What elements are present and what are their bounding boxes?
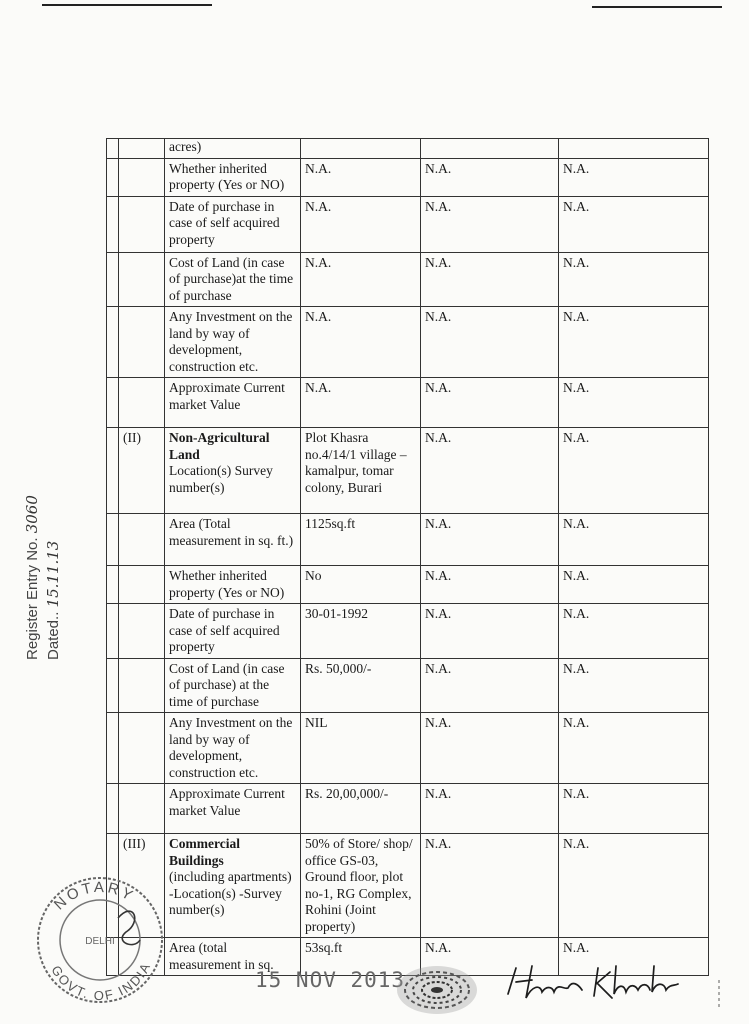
field-value: N.A.	[421, 834, 559, 938]
assets-table	[106, 138, 709, 976]
field-value: N.A.	[421, 658, 559, 713]
field-value: N.A.	[559, 514, 709, 566]
field-value: N.A.	[559, 604, 709, 659]
field-value: 50% of Store/ shop/ office GS-03, Ground floor, plot no-1, RG Complex, Rohini (Joint property)	[301, 834, 421, 938]
field-value: N.A.	[559, 428, 709, 514]
field-value: N.A.	[421, 428, 559, 514]
field-value: N.A.	[559, 784, 709, 834]
margin-mark	[715, 980, 723, 1010]
field-value: 1125sq.ft	[301, 514, 421, 566]
field-label: Any Investment on the land by way of development, construction etc.	[165, 307, 301, 378]
table-cell	[119, 158, 165, 196]
field-value: N.A.	[301, 158, 421, 196]
table-cell	[301, 139, 421, 159]
field-value: Plot Khasra no.4/14/1 village – kamalpur, tomar colony, Burari	[301, 428, 421, 514]
table-cell	[107, 566, 119, 604]
table-cell	[119, 514, 165, 566]
table-cell	[107, 514, 119, 566]
field-value: N.A.	[421, 307, 559, 378]
table-cell	[119, 378, 165, 428]
field-value: 30-01-1992	[301, 604, 421, 659]
table-cell	[559, 139, 709, 159]
table-cell	[119, 139, 165, 159]
field-value: N.A.	[301, 196, 421, 252]
section-heading: Non-Agricultural Land	[169, 430, 270, 462]
thumb-impression	[392, 962, 482, 1018]
section-number: (II)	[119, 428, 165, 514]
section-heading: Commercial Buildings	[169, 836, 240, 868]
table-row	[107, 604, 709, 659]
table-cell	[119, 713, 165, 784]
table-row	[107, 658, 709, 713]
field-value: N.A.	[301, 252, 421, 307]
field-value: N.A.	[559, 158, 709, 196]
table-cell	[107, 604, 119, 659]
field-value: N.A.	[559, 196, 709, 252]
table-row	[107, 158, 709, 196]
field-value: N.A.	[421, 378, 559, 428]
table-cell	[107, 378, 119, 428]
field-label: acres)	[165, 139, 301, 159]
field-value: N.A.	[421, 514, 559, 566]
table-cell	[107, 139, 119, 159]
field-label: Approximate Current market Value	[165, 378, 301, 428]
field-value: Rs. 20,00,000/-	[301, 784, 421, 834]
table-cell	[119, 604, 165, 659]
field-value: N.A.	[559, 307, 709, 378]
field-value: N.A.	[421, 566, 559, 604]
field-label: Date of purchase in case of self acquired property	[165, 196, 301, 252]
field-value: N.A.	[421, 252, 559, 307]
seal-bottom-text: GOVT. OF INDIA	[48, 959, 154, 1004]
table-row	[107, 784, 709, 834]
section-subtext: Location(s) Survey number(s)	[169, 463, 273, 495]
field-value: N.A.	[421, 784, 559, 834]
svg-text:GOVT. OF INDIA	[48, 959, 154, 1003]
register-dated-value: 15.11.13	[44, 540, 62, 608]
field-value: Rs. 50,000/-	[301, 658, 421, 713]
field-value: N.A.	[559, 713, 709, 784]
field-value: N.A.	[421, 938, 559, 976]
date-stamp: 15 NOV 2013	[255, 968, 406, 992]
top-edge-line	[42, 4, 212, 6]
handwritten-signature	[502, 960, 682, 1006]
seal-inner-text: DELHI	[85, 936, 115, 947]
table-cell	[107, 713, 119, 784]
field-value: 53sq.ft	[301, 938, 421, 976]
table-cell	[107, 428, 119, 514]
table-row	[107, 378, 709, 428]
table-row	[107, 307, 709, 378]
section-subtext: (including apartments) -Location(s) -Survey number(s)	[169, 869, 292, 917]
table-cell	[421, 139, 559, 159]
field-value: N.A.	[559, 252, 709, 307]
field-value: N.A.	[559, 378, 709, 428]
table-cell	[107, 307, 119, 378]
register-dated-label: Dated..	[45, 611, 62, 660]
seal-signature-scribble	[118, 911, 140, 944]
table-row	[107, 196, 709, 252]
top-edge-line-right	[592, 6, 722, 8]
field-label: Area (Total measurement in sq. ft.)	[165, 514, 301, 566]
register-entry-stamp	[22, 440, 82, 660]
table-row	[107, 514, 709, 566]
table-row	[107, 834, 709, 938]
table-row	[107, 252, 709, 307]
seal-top-text: NOTARY	[50, 878, 138, 914]
field-value: N.A.	[559, 834, 709, 938]
field-value: N.A.	[559, 566, 709, 604]
table-cell	[107, 658, 119, 713]
field-value: N.A.	[559, 658, 709, 713]
field-label: Cost of Land (in case of purchase) at the time of purchase	[165, 658, 301, 713]
register-entry-label: Register Entry No.	[24, 537, 41, 660]
register-entry-number: 3060	[23, 495, 41, 534]
notary-seal	[30, 870, 170, 1010]
table-row	[107, 713, 709, 784]
table-cell	[119, 566, 165, 604]
table-cell	[119, 658, 165, 713]
field-label: Area (total measurement in sq.	[165, 938, 301, 976]
section-heading-cell	[165, 834, 301, 938]
field-value: N.A.	[301, 307, 421, 378]
field-value: N.A.	[421, 713, 559, 784]
table-row	[107, 428, 709, 514]
field-value: No	[301, 566, 421, 604]
field-label: Date of purchase in case of self acquired property	[165, 604, 301, 659]
section-heading-cell	[165, 428, 301, 514]
field-value: N.A.	[421, 158, 559, 196]
table-cell	[107, 196, 119, 252]
field-label: Any Investment on the land by way of development, construction etc.	[165, 713, 301, 784]
table-cell	[107, 252, 119, 307]
table-cell	[119, 307, 165, 378]
table-cell	[107, 158, 119, 196]
field-value: NIL	[301, 713, 421, 784]
table-cell	[119, 252, 165, 307]
section-number: (III)	[119, 834, 165, 938]
field-value: N.A.	[301, 378, 421, 428]
field-label: Cost of Land (in case of purchase)at the time of purchase	[165, 252, 301, 307]
field-label: Whether inherited property (Yes or NO)	[165, 566, 301, 604]
field-label: Whether inherited property (Yes or NO)	[165, 158, 301, 196]
table-cell	[119, 784, 165, 834]
table-row	[107, 566, 709, 604]
field-value: N.A.	[421, 604, 559, 659]
table-cell	[119, 196, 165, 252]
table-cell	[107, 784, 119, 834]
table-row	[107, 139, 709, 159]
field-value: N.A.	[559, 938, 709, 976]
field-label: Approximate Current market Value	[165, 784, 301, 834]
field-value: N.A.	[421, 196, 559, 252]
